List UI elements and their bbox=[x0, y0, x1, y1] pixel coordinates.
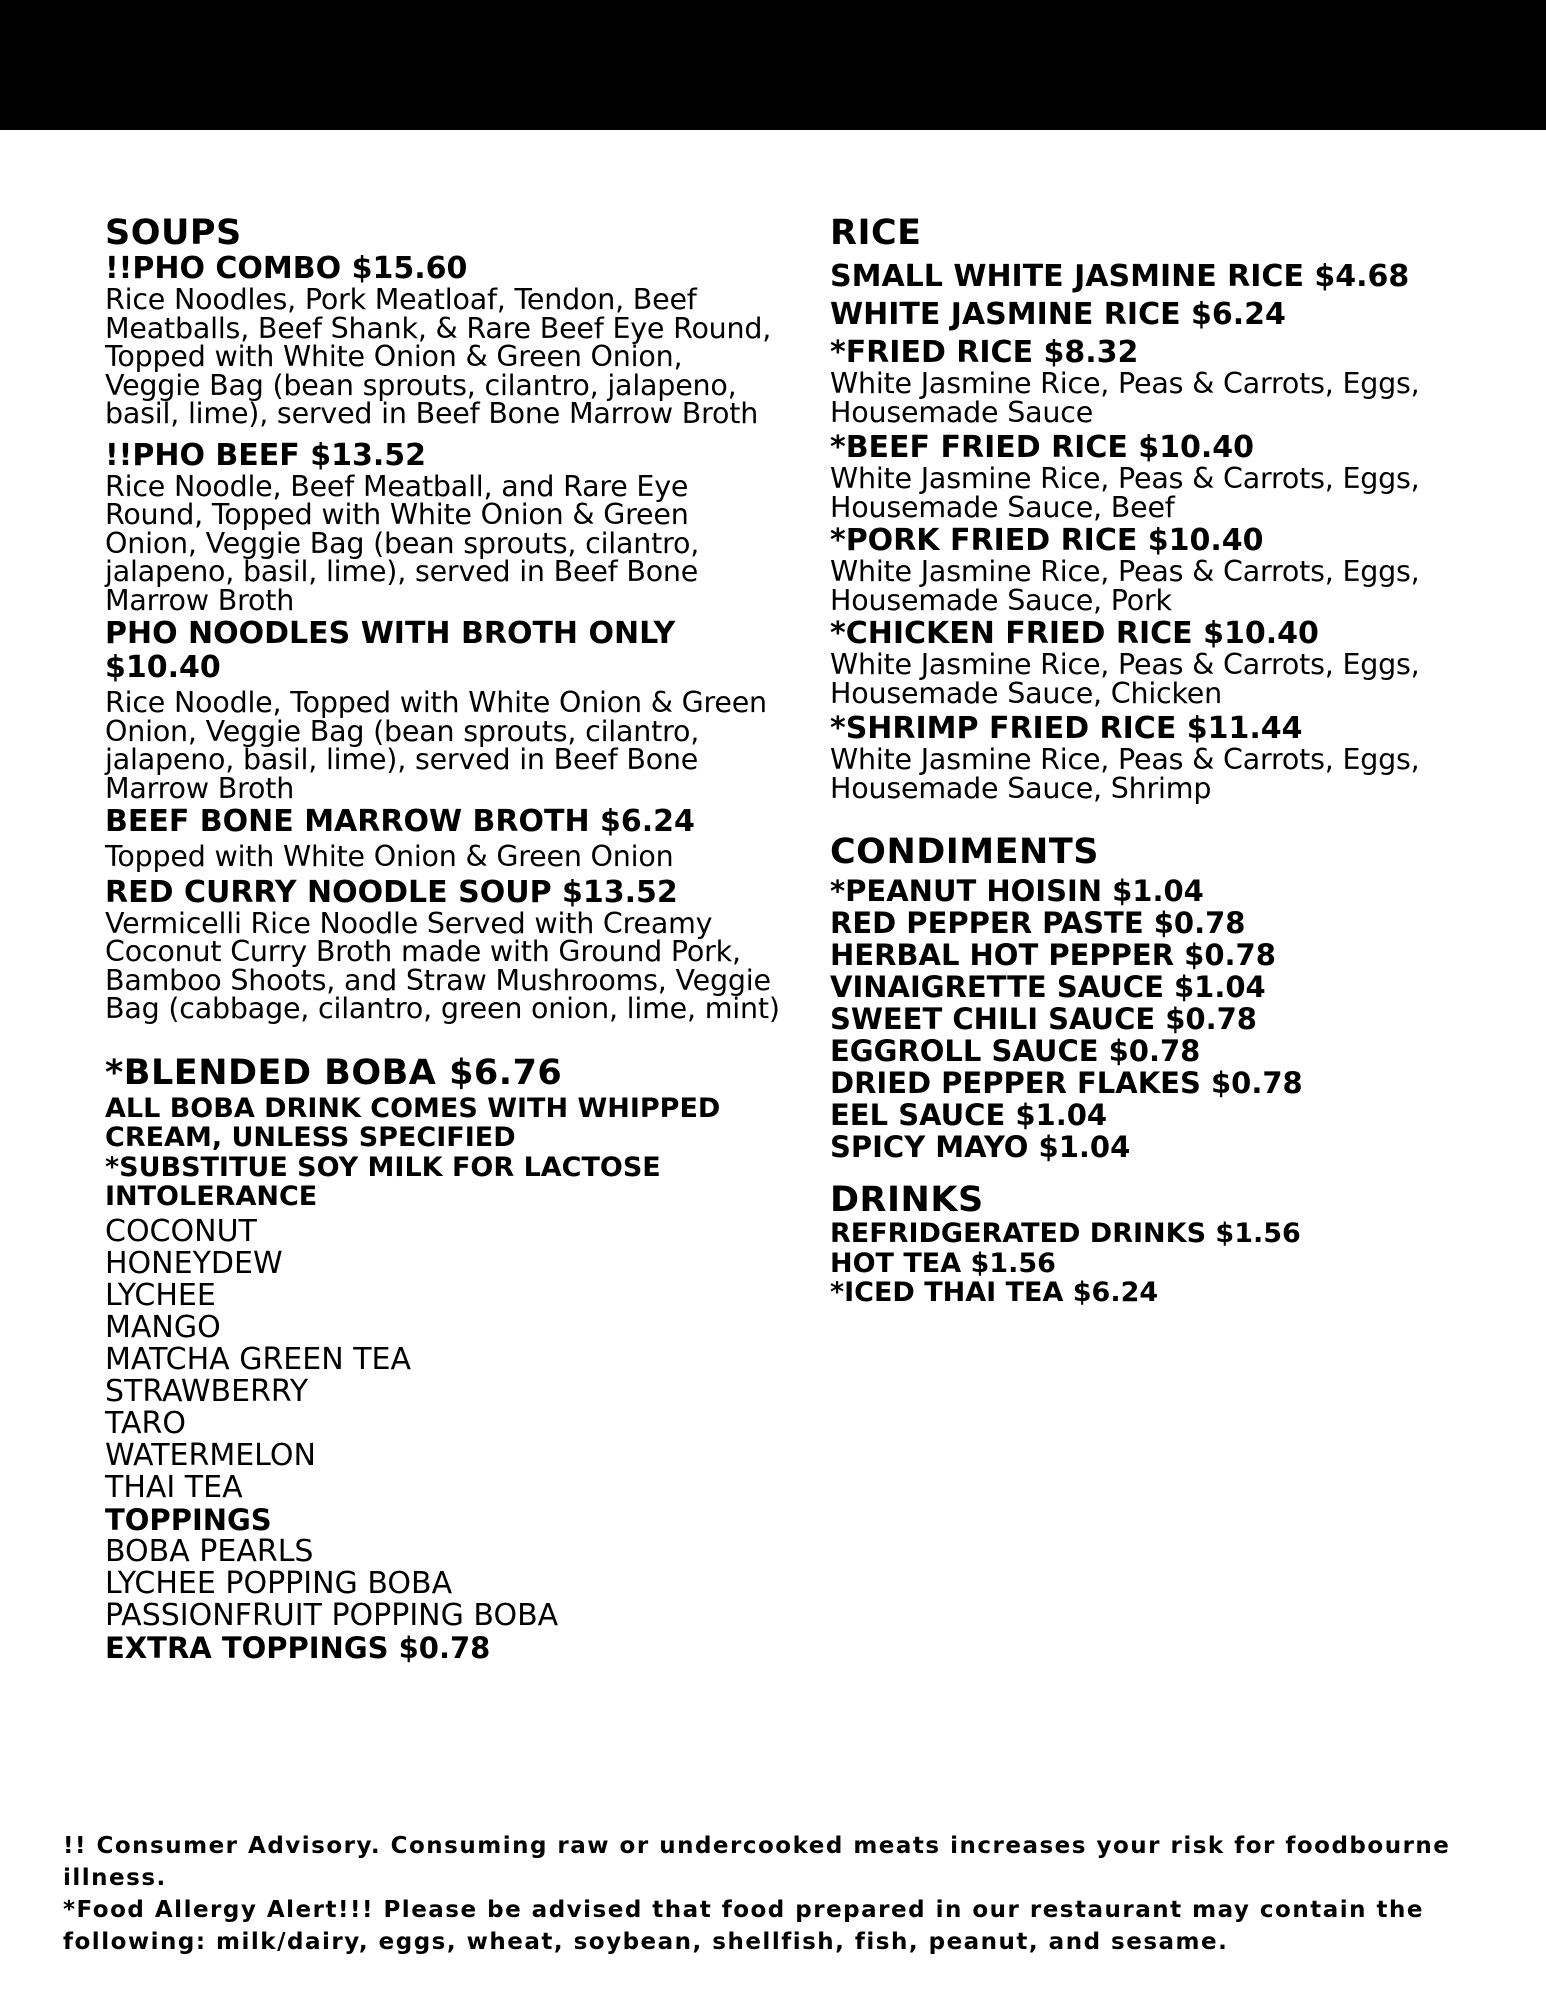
list-item: *PEANUT HOISIN $1.04 bbox=[830, 874, 1204, 908]
item-name: SMALL WHITE JASMINE RICE $4.68 bbox=[830, 259, 1410, 294]
item-name: *FRIED RICE $8.32 bbox=[830, 335, 1139, 370]
menu-item bbox=[830, 617, 1490, 708]
list-item: VINAIGRETTE SAUCE $1.04 bbox=[830, 970, 1266, 1004]
right-column bbox=[830, 214, 1490, 1308]
menu-item bbox=[105, 252, 785, 429]
drinks-heading: DRINKS bbox=[830, 1180, 984, 1220]
list-item: RED PEPPER PASTE $0.78 bbox=[830, 906, 1246, 940]
menu-item bbox=[830, 524, 1490, 615]
list-item: DRIED PEPPER FLAKES $0.78 bbox=[830, 1066, 1303, 1100]
menu-item bbox=[105, 439, 785, 616]
boba-notes bbox=[105, 1094, 785, 1212]
list-item: WATERMELON bbox=[105, 1437, 316, 1473]
boba-heading: *BLENDED BOBA $6.76 bbox=[105, 1052, 563, 1093]
item-description: Topped with White Onion & Green Onion bbox=[105, 840, 674, 873]
list-item: EEL SAUCE $1.04 bbox=[830, 1098, 1108, 1132]
item-name: *PORK FRIED RICE $10.40 bbox=[830, 523, 1264, 558]
list-item: MATCHA GREEN TEA bbox=[105, 1341, 411, 1377]
item-name: *SHRIMP FRIED RICE $11.44 bbox=[830, 711, 1303, 746]
condiments-heading: CONDIMENTS bbox=[830, 832, 1099, 872]
list-item: REFRIDGERATED DRINKS $1.56 bbox=[830, 1218, 1301, 1249]
list-item: MANGO bbox=[105, 1309, 221, 1345]
boba-note: *SUBSTITUE SOY MILK FOR LACTOSE INTOLERANCE bbox=[105, 1151, 661, 1212]
menu-item bbox=[830, 336, 1490, 427]
list-item: HOT TEA $1.56 bbox=[830, 1247, 1056, 1279]
item-description: Vermicelli Rice Noodle Served with Creamy Coconut Curry Broth made with Ground Pork, Bamboo Shoots, and Straw Mushrooms, Veggie Bag (cabbage, cilantro, green onion, lime, mint) bbox=[105, 906, 780, 1025]
list-item: LYCHEE POPPING BOBA bbox=[105, 1565, 453, 1601]
list-item: PASSIONFRUIT POPPING BOBA bbox=[105, 1597, 559, 1633]
toppings-heading: TOPPINGS bbox=[105, 1502, 272, 1537]
top-black-band bbox=[0, 0, 1546, 130]
item-name: BEEF BONE MARROW BROTH $6.24 bbox=[105, 804, 695, 839]
list-item: COCONUT bbox=[105, 1213, 257, 1249]
item-name: PHO NOODLES WITH BROTH ONLY $10.40 bbox=[105, 616, 676, 685]
menu-item bbox=[830, 712, 1490, 803]
menu-item bbox=[830, 260, 1490, 294]
menu-item bbox=[105, 805, 785, 872]
item-description: White Jasmine Rice, Peas & Carrots, Eggs, Housemade Sauce, Chicken bbox=[830, 648, 1420, 710]
consumer-advisory: !! Consumer Advisory. Consuming raw or undercooked meats increases your risk for foodbourne illness. bbox=[63, 1833, 1451, 1891]
list-item: THAI TEA bbox=[105, 1469, 243, 1505]
item-name: *CHICKEN FRIED RICE $10.40 bbox=[830, 616, 1319, 651]
list-item: SWEET CHILI SAUCE $0.78 bbox=[830, 1002, 1257, 1036]
item-name: WHITE JASMINE RICE $6.24 bbox=[830, 297, 1286, 332]
list-item: HERBAL HOT PEPPER $0.78 bbox=[830, 938, 1276, 972]
toppings-heading-block bbox=[105, 1504, 785, 1536]
allergy-alert: *Food Allergy Alert!!! Please be advised that food prepared in our restaurant may contain the following: milk/dairy, eggs, wheat, soybean, shellfish, fish, peanut, and sesame. bbox=[63, 1897, 1424, 1955]
list-item: BOBA PEARLS bbox=[105, 1533, 314, 1569]
list-item: STRAWBERRY bbox=[105, 1373, 309, 1409]
list-item: LYCHEE bbox=[105, 1277, 216, 1313]
footer-notice bbox=[63, 1830, 1483, 1958]
toppings-list bbox=[105, 1533, 785, 1633]
item-description: Rice Noodle, Topped with White Onion & Green Onion, Veggie Bag (bean sprouts, cilantro, jalapeno, basil, lime), served in Beef Bone Marrow Broth bbox=[105, 686, 767, 805]
menu-item bbox=[105, 876, 785, 1024]
item-name: RED CURRY NOODLE SOUP $13.52 bbox=[105, 874, 678, 910]
list-item: HONEYDEW bbox=[105, 1245, 283, 1281]
condiments-list bbox=[830, 875, 1490, 1163]
item-description: White Jasmine Rice, Peas & Carrots, Eggs, Housemade Sauce, Beef bbox=[830, 462, 1420, 524]
item-description: White Jasmine Rice, Peas & Carrots, Eggs, Housemade Sauce bbox=[830, 367, 1420, 429]
list-item: EGGROLL SAUCE $0.78 bbox=[830, 1034, 1201, 1068]
item-description: White Jasmine Rice, Peas & Carrots, Eggs, Housemade Sauce, Shrimp bbox=[830, 743, 1420, 805]
left-column bbox=[105, 214, 785, 1664]
extra-toppings: EXTRA TOPPINGS $0.78 bbox=[105, 1630, 491, 1665]
extra-toppings-block bbox=[105, 1632, 785, 1664]
menu-item bbox=[105, 617, 785, 803]
item-description: Rice Noodle, Beef Meatball, and Rare Eye Round, Topped with White Onion & Green Onion, Veggie Bag (bean sprouts, cilantro, jalapeno, basil, lime), served in Beef Bone Marrow Broth bbox=[105, 469, 700, 617]
item-name: !!PHO BEEF $13.52 bbox=[105, 437, 426, 473]
rice-heading: RICE bbox=[830, 213, 922, 253]
list-item: SPICY MAYO $1.04 bbox=[830, 1130, 1131, 1164]
item-name: !!PHO COMBO $15.60 bbox=[105, 251, 468, 286]
list-item: *ICED THAI TEA $6.24 bbox=[830, 1277, 1159, 1308]
menu-item bbox=[830, 431, 1490, 522]
list-item: TARO bbox=[105, 1405, 186, 1441]
drinks-list bbox=[830, 1219, 1490, 1308]
boba-flavor-list bbox=[105, 1213, 785, 1505]
soups-heading: SOUPS bbox=[105, 213, 242, 253]
item-description: White Jasmine Rice, Peas & Carrots, Eggs, Housemade Sauce, Pork bbox=[830, 555, 1420, 617]
item-name: *BEEF FRIED RICE $10.40 bbox=[830, 430, 1255, 465]
boba-note: ALL BOBA DRINK COMES WITH WHIPPED CREAM, UNLESS SPECIFIED bbox=[105, 1092, 721, 1153]
item-description: Rice Noodles, Pork Meatloaf, Tendon, Beef Meatballs, Beef Shank, & Rare Beef Eye Round, Topped with White Onion & Green Onion, Veggie Bag (bean sprouts, cilantro, jalapeno, basil, lime), served in Beef Bone Marrow Broth bbox=[105, 283, 772, 430]
menu-item bbox=[830, 298, 1490, 332]
